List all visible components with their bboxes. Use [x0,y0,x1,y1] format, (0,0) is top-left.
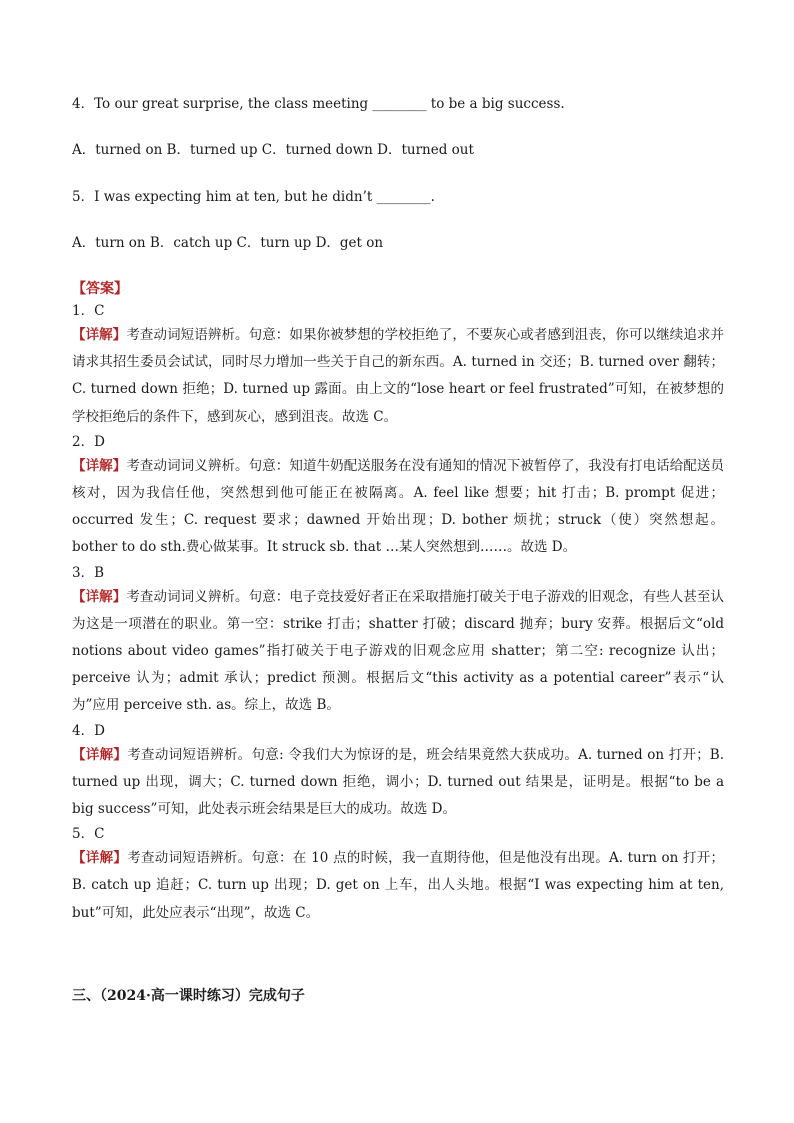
answer-item-4 [72,720,724,824]
section-heading: 三、（2024·高一课时练习）完成句子 [72,988,305,1004]
answer-section [72,278,724,927]
answer-header: 【答案】 [72,281,128,297]
answer-number: 2．D [72,433,105,450]
answer-explanation [72,453,724,562]
explanation-text: 考查动词短语辨析。句意：在 10 点的时候，我一直期待他，但是他没有出现。A. turn on 打开；B. catch up 追赶；C. turn up 出现；D. get on 上车，出人头地。根据“I was expecting him at ten, but”可知，此处应表示“出现”，故选 C。 [72,850,724,921]
question-5-stem: 5．I was expecting him at ten, but he didn’t ________. [72,189,435,205]
detail-tag: 【详解】 [72,746,128,763]
question-4-options: A．turned on B．turned up C．turned down D．turned out [72,142,474,158]
detail-tag: 【详解】 [72,588,127,605]
answer-explanation [72,742,724,824]
answer-item-1 [72,300,724,431]
answer-item-5 [72,823,724,927]
explanation-text: 考查动词词义辨析。句意：知道牛奶配送服务在没有通知的情况下被暂停了，我没有打电话给配送员核对，因为我信任他，突然想到他可能正在被隔离。A. feel like 想要；hit 打击；B. prompt 促进；occurred 发生；C. request 要求；dawned 开始出现；D. bother 烦扰；struck（使）突然想起。bother to do sth.费心做某事。It struck sb. that …某人突然想到……。故选 D。 [72,457,725,556]
explanation-text: 考查动词词义辨析。句意：电子竞技爱好者正在采取措施打破关于电子游戏的旧观念，有些人甚至认为这是一项潜在的职业。第一空：strike 打击；shatter 打破；discard 抛弃；bury 安葬。根据后文“old notions about video games”指打破关于电子游戏的旧观念应用 shatter；第二空: recognize 认出；perceive 认为；admit 承认；predict 预测。根据后文“this activity as a potential career”表示“认为”应用 perceive sth. as。综上，故选 B。 [72,588,725,714]
answer-item-2 [72,431,724,562]
answer-number: 1．C [72,303,105,319]
detail-tag: 【详解】 [72,327,127,343]
answer-item-3 [72,562,724,720]
explanation-text: 考查动词短语辨析。句意: 令我们大为惊讶的是，班会结果竟然大获成功。A. turned on 打开；B. turned up 出现，调大；C. turned down 拒绝，调小；D. turned out 结果是，证明是。根据“to be a big success”可知，此处表示班会结果是巨大的成功。故选 D。 [72,746,725,818]
question-5-options: A．turn on B．catch up C．turn up D．get on [72,235,384,251]
detail-tag: 【详解】 [72,457,127,474]
answer-explanation [72,584,724,720]
answer-number: 5．C [72,826,105,843]
question-4-stem: 4．To our great surprise, the class meeting ________ to be a big success. [72,96,565,112]
explanation-text: 考查动词短语辨析。句意：如果你被梦想的学校拒绝了，不要灰心或者感到沮丧，你可以继续追求并请求其招生委员会试试，同时尽力增加一些关于自己的新东西。A. turned in 交还；B. turned over 翻转；C. turned down 拒绝；D. turned up 露面。由上文的“lose heart or feel frustrated”可知，在被梦想的学校拒绝后的条件下，感到灰心，感到沮丧。故选 C。 [72,327,725,425]
detail-tag: 【详解】 [72,850,128,867]
answer-explanation [72,845,724,927]
answer-number: 4．D [72,722,105,739]
answer-explanation [72,322,724,431]
answer-number: 3．B [72,564,105,581]
